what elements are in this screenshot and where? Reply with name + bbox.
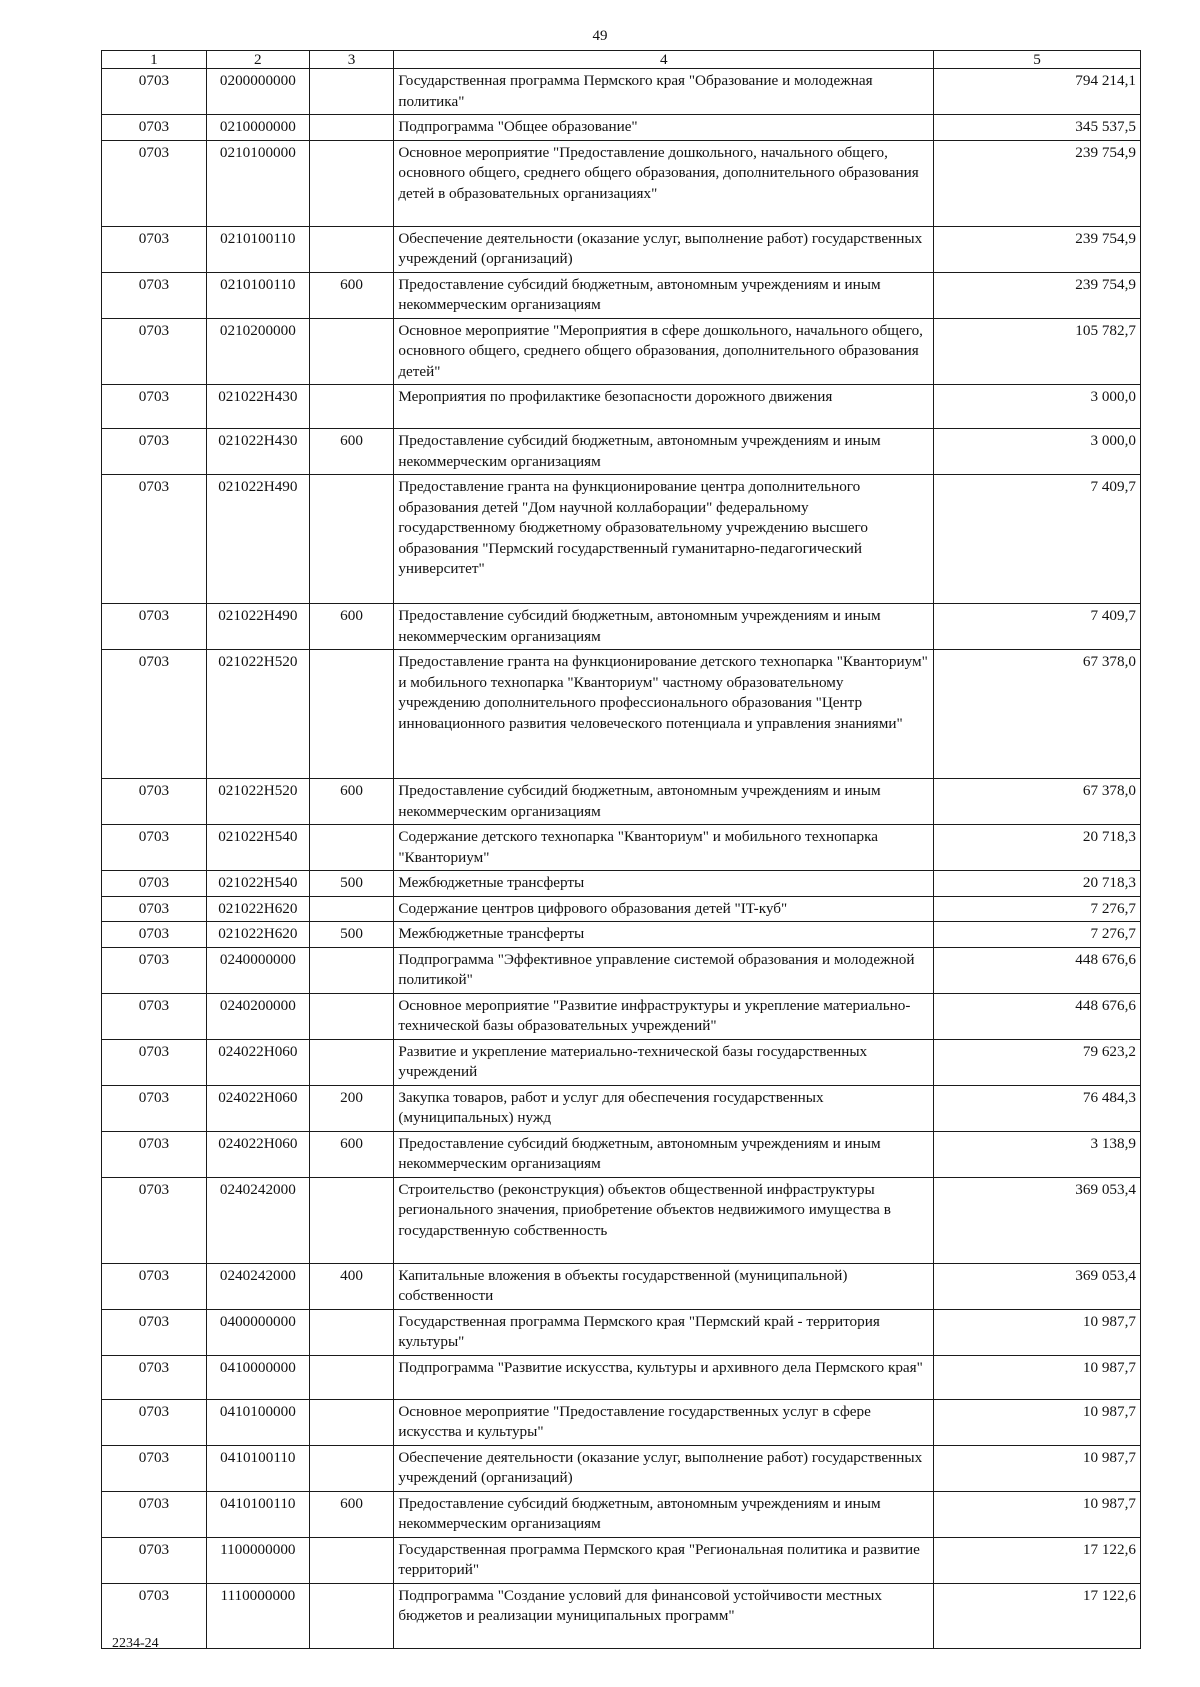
description-cell: Обеспечение деятельности (оказание услуг, выполнение работ) государственных учреждений (организаций) [394, 226, 934, 272]
expense-type-cell [309, 650, 394, 779]
amount-cell: 794 214,1 [934, 69, 1141, 115]
section-code-cell: 0703 [102, 140, 207, 226]
description-cell: Предоставление гранта на функционирование центра дополнительного образования детей "Дом научной коллаборации" федеральному государственному бюджетному образовательному учреждению высшего образования "Пермский государственный гуманитарно-педагогический университет" [394, 475, 934, 604]
target-article-cell: 021022Н540 [206, 825, 309, 871]
description-cell: Капитальные вложения в объекты государственной (муниципальной) собственности [394, 1263, 934, 1309]
table-row [102, 226, 1141, 272]
target-article-cell: 024022Н060 [206, 1039, 309, 1085]
table-row [102, 1263, 1141, 1309]
amount-cell: 3 000,0 [934, 385, 1141, 429]
table-row [102, 1177, 1141, 1263]
expense-type-cell [309, 1355, 394, 1399]
table-row [102, 1355, 1141, 1399]
expense-type-cell [309, 140, 394, 226]
amount-cell: 10 987,7 [934, 1491, 1141, 1537]
expense-type-cell [309, 896, 394, 922]
section-code-cell: 0703 [102, 272, 207, 318]
header-col-4: 4 [394, 51, 934, 69]
description-cell: Предоставление субсидий бюджетным, автономным учреждениям и иным некоммерческим организациям [394, 779, 934, 825]
description-cell: Обеспечение деятельности (оказание услуг, выполнение работ) государственных учреждений (организаций) [394, 1445, 934, 1491]
amount-cell: 67 378,0 [934, 650, 1141, 779]
table-row [102, 1537, 1141, 1583]
table-header-row [102, 51, 1141, 69]
description-cell: Предоставление гранта на функционирование детского технопарка "Кванториум" и мобильного технопарка "Кванториум" частному образовательному учреждению дополнительного профессионального образования "Центр инновационного развития человеческого потенциала и управления знаниями" [394, 650, 934, 779]
target-article-cell: 0410100000 [206, 1399, 309, 1445]
description-cell: Содержание детского технопарка "Кванториум" и мобильного технопарка "Кванториум" [394, 825, 934, 871]
header-col-3: 3 [309, 51, 394, 69]
section-code-cell: 0703 [102, 1537, 207, 1583]
expense-type-cell [309, 947, 394, 993]
description-cell: Предоставление субсидий бюджетным, автономным учреждениям и иным некоммерческим организациям [394, 272, 934, 318]
description-cell: Мероприятия по профилактике безопасности дорожного движения [394, 385, 934, 429]
amount-cell: 239 754,9 [934, 272, 1141, 318]
target-article-cell: 0200000000 [206, 69, 309, 115]
amount-cell: 369 053,4 [934, 1263, 1141, 1309]
expense-type-cell [309, 1537, 394, 1583]
section-code-cell: 0703 [102, 896, 207, 922]
description-cell: Основное мероприятие "Развитие инфраструктуры и укрепление материально-технической базы образовательных учреждений" [394, 993, 934, 1039]
table-row [102, 825, 1141, 871]
amount-cell: 369 053,4 [934, 1177, 1141, 1263]
target-article-cell: 0210000000 [206, 115, 309, 141]
expense-type-cell: 400 [309, 1263, 394, 1309]
table-row [102, 429, 1141, 475]
amount-cell: 10 987,7 [934, 1309, 1141, 1355]
expense-type-cell [309, 1039, 394, 1085]
amount-cell: 10 987,7 [934, 1445, 1141, 1491]
amount-cell: 3 000,0 [934, 429, 1141, 475]
section-code-cell: 0703 [102, 429, 207, 475]
expense-type-cell: 600 [309, 272, 394, 318]
target-article-cell: 021022Н520 [206, 779, 309, 825]
section-code-cell: 0703 [102, 1399, 207, 1445]
amount-cell: 239 754,9 [934, 140, 1141, 226]
description-cell: Закупка товаров, работ и услуг для обеспечения государственных (муниципальных) нужд [394, 1085, 934, 1131]
amount-cell: 76 484,3 [934, 1085, 1141, 1131]
table-row [102, 1445, 1141, 1491]
target-article-cell: 0240242000 [206, 1177, 309, 1263]
section-code-cell: 0703 [102, 69, 207, 115]
table-row [102, 318, 1141, 385]
target-article-cell: 024022Н060 [206, 1085, 309, 1131]
amount-cell: 67 378,0 [934, 779, 1141, 825]
section-code-cell: 0703 [102, 1583, 207, 1648]
table-row [102, 922, 1141, 948]
expense-type-cell: 600 [309, 1491, 394, 1537]
amount-cell: 7 276,7 [934, 922, 1141, 948]
expense-type-cell [309, 385, 394, 429]
target-article-cell: 021022Н620 [206, 922, 309, 948]
description-cell: Предоставление субсидий бюджетным, автономным учреждениям и иным некоммерческим организациям [394, 429, 934, 475]
amount-cell: 105 782,7 [934, 318, 1141, 385]
expense-type-cell: 200 [309, 1085, 394, 1131]
target-article-cell: 021022Н540 [206, 871, 309, 897]
section-code-cell: 0703 [102, 226, 207, 272]
amount-cell: 10 987,7 [934, 1399, 1141, 1445]
table-body [102, 69, 1141, 1649]
target-article-cell: 0210100110 [206, 226, 309, 272]
description-cell: Основное мероприятие "Мероприятия в сфере дошкольного, начального общего, основного общего, среднего общего образования, дополнительного образования детей" [394, 318, 934, 385]
expense-type-cell: 600 [309, 429, 394, 475]
description-cell: Предоставление субсидий бюджетным, автономным учреждениям и иным некоммерческим организациям [394, 1131, 934, 1177]
amount-cell: 7 276,7 [934, 896, 1141, 922]
section-code-cell: 0703 [102, 385, 207, 429]
target-article-cell: 021022Н430 [206, 429, 309, 475]
amount-cell: 20 718,3 [934, 871, 1141, 897]
description-cell: Основное мероприятие "Предоставление государственных услуг в сфере искусства и культуры" [394, 1399, 934, 1445]
table-row [102, 385, 1141, 429]
target-article-cell: 021022Н490 [206, 475, 309, 604]
description-cell: Государственная программа Пермского края "Региональная политика и развитие территорий" [394, 1537, 934, 1583]
section-code-cell: 0703 [102, 1263, 207, 1309]
target-article-cell: 0210100110 [206, 272, 309, 318]
target-article-cell: 021022Н620 [206, 896, 309, 922]
target-article-cell: 1100000000 [206, 1537, 309, 1583]
section-code-cell: 0703 [102, 1039, 207, 1085]
section-code-cell: 0703 [102, 115, 207, 141]
header-col-1: 1 [102, 51, 207, 69]
header-col-2: 2 [206, 51, 309, 69]
section-code-cell: 0703 [102, 922, 207, 948]
target-article-cell: 0410000000 [206, 1355, 309, 1399]
expense-type-cell [309, 1583, 394, 1648]
table-row [102, 604, 1141, 650]
amount-cell: 20 718,3 [934, 825, 1141, 871]
section-code-cell: 0703 [102, 1085, 207, 1131]
section-code-cell: 0703 [102, 1491, 207, 1537]
section-code-cell: 0703 [102, 993, 207, 1039]
page-number: 49 [592, 28, 608, 44]
expense-type-cell [309, 69, 394, 115]
header-col-5: 5 [934, 51, 1141, 69]
table-row [102, 69, 1141, 115]
expense-type-cell [309, 1399, 394, 1445]
expense-type-cell [309, 1309, 394, 1355]
table-row [102, 1399, 1141, 1445]
table-row [102, 475, 1141, 604]
target-article-cell: 0210100000 [206, 140, 309, 226]
expense-type-cell [309, 475, 394, 604]
table-row [102, 140, 1141, 226]
table-row [102, 1131, 1141, 1177]
target-article-cell: 021022Н490 [206, 604, 309, 650]
section-code-cell: 0703 [102, 1309, 207, 1355]
amount-cell: 17 122,6 [934, 1537, 1141, 1583]
expense-type-cell [309, 825, 394, 871]
table-row [102, 779, 1141, 825]
target-article-cell: 0410100110 [206, 1491, 309, 1537]
target-article-cell: 0240242000 [206, 1263, 309, 1309]
section-code-cell: 0703 [102, 947, 207, 993]
description-cell: Подпрограмма "Развитие искусства, культуры и архивного дела Пермского края" [394, 1355, 934, 1399]
target-article-cell: 0400000000 [206, 1309, 309, 1355]
description-cell: Подпрограмма "Создание условий для финансовой устойчивости местных бюджетов и реализации муниципальных программ" [394, 1583, 934, 1648]
expense-type-cell: 500 [309, 922, 394, 948]
target-article-cell: 021022Н430 [206, 385, 309, 429]
expense-type-cell [309, 226, 394, 272]
amount-cell: 448 676,6 [934, 993, 1141, 1039]
section-code-cell: 0703 [102, 825, 207, 871]
section-code-cell: 0703 [102, 779, 207, 825]
amount-cell: 7 409,7 [934, 475, 1141, 604]
expense-type-cell: 500 [309, 871, 394, 897]
amount-cell: 79 623,2 [934, 1039, 1141, 1085]
target-article-cell: 0240200000 [206, 993, 309, 1039]
section-code-cell: 0703 [102, 318, 207, 385]
description-cell: Государственная программа Пермского края "Пермский край - территория культуры" [394, 1309, 934, 1355]
expense-type-cell: 600 [309, 604, 394, 650]
section-code-cell: 0703 [102, 1355, 207, 1399]
description-cell: Развитие и укрепление материально-технической базы государственных учреждений [394, 1039, 934, 1085]
description-cell: Подпрограмма "Эффективное управление системой образования и молодежной политикой" [394, 947, 934, 993]
section-code-cell: 0703 [102, 1131, 207, 1177]
amount-cell: 17 122,6 [934, 1583, 1141, 1648]
table-row [102, 871, 1141, 897]
description-cell: Содержание центров цифрового образования детей "IT-куб" [394, 896, 934, 922]
amount-cell: 448 676,6 [934, 947, 1141, 993]
description-cell: Предоставление субсидий бюджетным, автономным учреждениям и иным некоммерческим организациям [394, 1491, 934, 1537]
target-article-cell: 0210200000 [206, 318, 309, 385]
description-cell: Подпрограмма "Общее образование" [394, 115, 934, 141]
description-cell: Предоставление субсидий бюджетным, автономным учреждениям и иным некоммерческим организациям [394, 604, 934, 650]
table-row [102, 896, 1141, 922]
section-code-cell: 0703 [102, 1177, 207, 1263]
section-code-cell: 0703 [102, 1445, 207, 1491]
table-row [102, 1583, 1141, 1648]
target-article-cell: 021022Н520 [206, 650, 309, 779]
table-row [102, 650, 1141, 779]
section-code-cell: 0703 [102, 475, 207, 604]
expense-type-cell [309, 1177, 394, 1263]
description-cell: Государственная программа Пермского края "Образование и молодежная политика" [394, 69, 934, 115]
target-article-cell: 1110000000 [206, 1583, 309, 1648]
table-row [102, 1085, 1141, 1131]
expense-type-cell [309, 318, 394, 385]
section-code-cell: 0703 [102, 650, 207, 779]
target-article-cell: 024022Н060 [206, 1131, 309, 1177]
budget-table [101, 50, 1141, 1649]
description-cell: Межбюджетные трансферты [394, 871, 934, 897]
description-cell: Основное мероприятие "Предоставление дошкольного, начального общего, основного общего, среднего общего образования, дополнительного образования детей в образовательных организациях" [394, 140, 934, 226]
description-cell: Строительство (реконструкция) объектов общественной инфраструктуры регионального значения, приобретение объектов недвижимого имущества в государственную собственность [394, 1177, 934, 1263]
table-row [102, 272, 1141, 318]
expense-type-cell: 600 [309, 779, 394, 825]
target-article-cell: 0410100110 [206, 1445, 309, 1491]
document-code: 2234-24 [112, 1636, 159, 1651]
table-row [102, 947, 1141, 993]
table-row [102, 115, 1141, 141]
section-code-cell: 0703 [102, 871, 207, 897]
section-code-cell: 0703 [102, 604, 207, 650]
description-cell: Межбюджетные трансферты [394, 922, 934, 948]
expense-type-cell [309, 1445, 394, 1491]
expense-type-cell [309, 993, 394, 1039]
target-article-cell: 0240000000 [206, 947, 309, 993]
amount-cell: 239 754,9 [934, 226, 1141, 272]
table-row [102, 1039, 1141, 1085]
table-row [102, 1309, 1141, 1355]
expense-type-cell [309, 115, 394, 141]
expense-type-cell: 600 [309, 1131, 394, 1177]
table-row [102, 1491, 1141, 1537]
amount-cell: 345 537,5 [934, 115, 1141, 141]
amount-cell: 7 409,7 [934, 604, 1141, 650]
amount-cell: 3 138,9 [934, 1131, 1141, 1177]
table-row [102, 993, 1141, 1039]
amount-cell: 10 987,7 [934, 1355, 1141, 1399]
